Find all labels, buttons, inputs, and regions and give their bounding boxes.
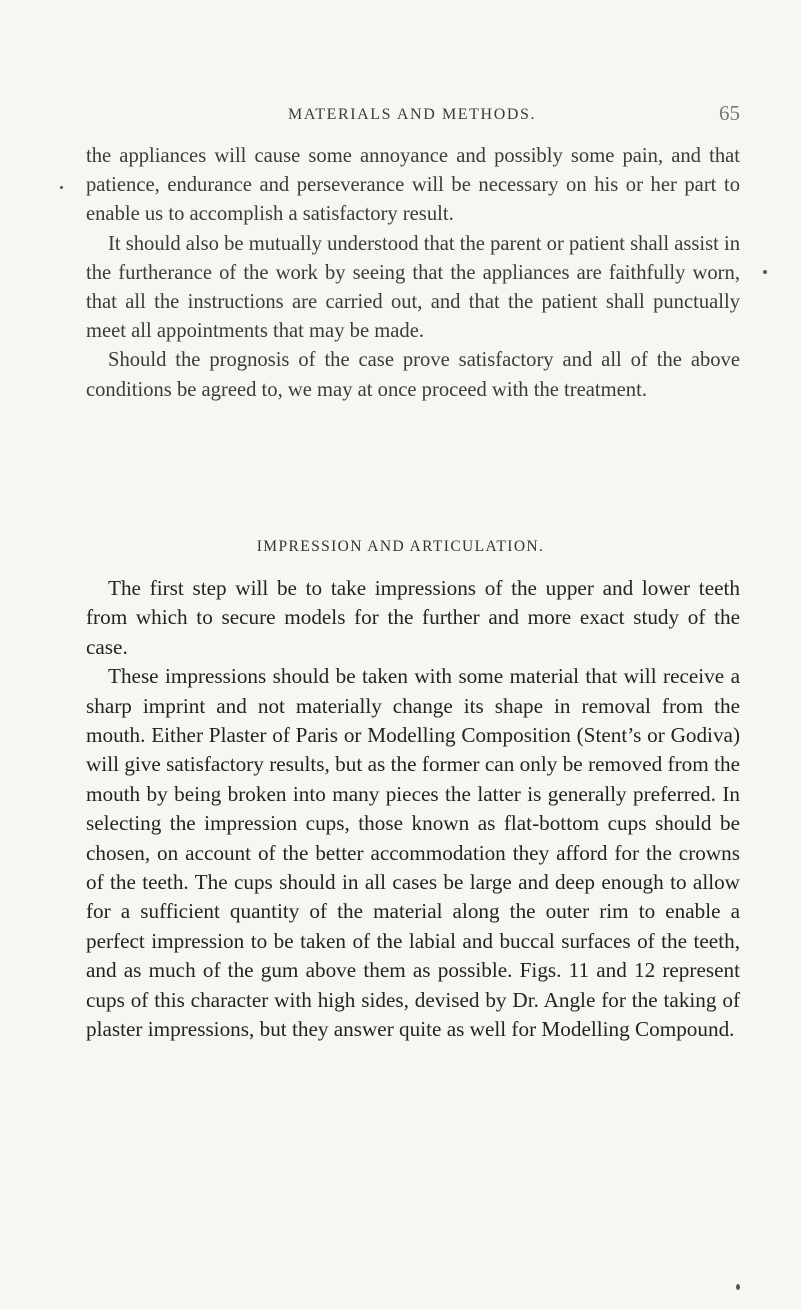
paragraph: the appliances will cause some annoyance and possibly some pain, and that patience, endurance and perseverance will be necessary on his or her part to enable us to accomplish a satisfactory result. <box>86 145 740 226</box>
print-speck <box>763 270 767 274</box>
running-title: MATERIALS AND METHODS. <box>288 106 537 123</box>
paragraph: The first step will be to take impressions of the upper and lower teeth from which to secure models for the further and more exact study of the case. <box>86 576 740 659</box>
print-speck <box>736 1284 740 1290</box>
page-number: 65 <box>719 101 740 125</box>
paragraph: It should also be mutually understood that the parent or patient shall assist in the furtherance of the work by seeing that the appliances are faithfully worn, that all the instructions are carried out, and that the patient shall punctually meet all appointments that may be made. <box>86 232 741 343</box>
paragraph: Should the prognosis of the case prove satisfactory and all of the above conditions be agreed to, we may at once proceed with the treatment. <box>86 349 740 401</box>
section-1-text <box>86 142 740 405</box>
section-heading: IMPRESSION AND ARTICULATION. <box>256 538 545 555</box>
paragraph: These impressions should be taken with some material that will receive a sharp imprint and not materially change its shape in removal from the mouth. Either Plaster of Paris or Modelling Composition (Stent’s or Godiva) will give satisfactory results, but as the former can only be removed from the mouth by being broken into many pieces the latter is generally preferred. In selecting the impression cups, those known as flat-bottom cups should be chosen, on account of the better accommodation they afford for the crowns of the teeth. The cups should in all cases be large and deep enough to allow for a sufficient quantity of the material along the outer rim to enable a perfect impression to be taken of the labial and buccal surfaces of the teeth, and as much of the gum above them as possible. Figs. 11 and 12 represent cups of this character with high sides, devised by Dr. Angle for the taking of plaster impressions, but they answer quite as well for Modelling Compound. <box>86 664 740 1042</box>
print-speck <box>60 186 63 189</box>
running-head <box>0 101 801 136</box>
section-2-text <box>86 574 740 1045</box>
